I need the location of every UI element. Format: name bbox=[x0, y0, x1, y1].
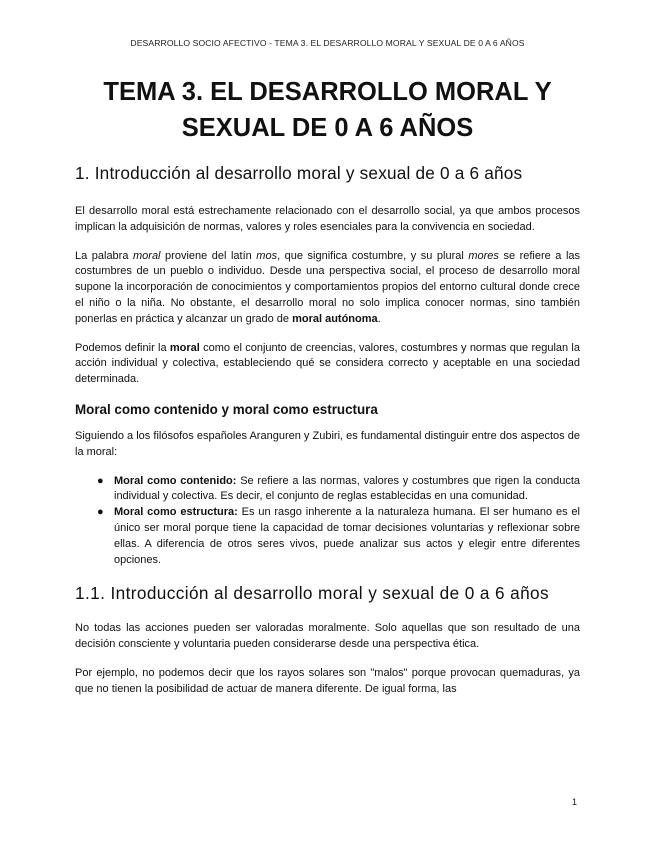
subheading-contenido-estructura: Moral como contenido y moral como estructura bbox=[75, 401, 378, 417]
paragraph-ejemplo: Por ejemplo, no podemos decir que los rayos solares son "malos" porque provocan quemaduras, ya que no tienen la posibilidad de actuar de manera diferente. De igual forma, las bbox=[75, 666, 580, 695]
paragraph-aranguren-zubiri: Siguiendo a los filósofos españoles Aranguren y Zubiri, es fundamental distinguir entre dos aspectos de la moral: bbox=[75, 429, 580, 458]
section-1-1-heading: 1.1. Introducción al desarrollo moral y sexual de 0 a 6 años bbox=[75, 583, 549, 604]
title-line-1: TEMA 3. EL DESARROLLO MORAL Y bbox=[103, 78, 552, 106]
list-item bbox=[97, 505, 580, 568]
italic-term-mores: mores bbox=[468, 249, 499, 262]
section-1-heading: 1. Introducción al desarrollo moral y sexual de 0 a 6 años bbox=[75, 163, 523, 183]
title-line-2: SEXUAL DE 0 A 6 AÑOS bbox=[181, 114, 474, 142]
italic-term-mos: mos bbox=[256, 249, 278, 262]
document-body bbox=[75, 161, 580, 711]
bullet-list bbox=[75, 474, 580, 569]
bullet-term: Moral como contenido: bbox=[114, 474, 237, 487]
text-run: Podemos definir la bbox=[75, 341, 170, 354]
document-title bbox=[60, 74, 595, 146]
text-run: , que significa costumbre, y su plural bbox=[277, 249, 469, 262]
bullet-icon: ● bbox=[97, 506, 104, 519]
paragraph-etymology bbox=[75, 249, 580, 328]
list-item bbox=[97, 474, 580, 506]
bullet-icon: ● bbox=[97, 474, 104, 487]
italic-term-moral: moral bbox=[133, 249, 161, 262]
running-header: DESARROLLO SOCIO AFECTIVO - TEMA 3. EL DESARROLLO MORAL Y SEXUAL DE 0 A 6 AÑOS bbox=[130, 38, 525, 48]
bullet-text: Es un rasgo inherente a la naturaleza humana. El ser humano es el único ser moral porque tiene la capacidad de tomar decisiones voluntarias y reflexionar sobre ellas. A diferencia de otros seres vivos, puede analizar sus actos y elegir entre diferentes opciones. bbox=[114, 506, 580, 566]
text-run: . bbox=[377, 312, 381, 325]
paragraph-acciones: No todas las acciones pueden ser valoradas moralmente. Solo aquellas que son resultado de una decisión consciente y voluntaria pueden considerarse desde una perspectiva ética. bbox=[75, 622, 580, 651]
bullet-term: Moral como estructura: bbox=[114, 506, 238, 519]
page-number: 1 bbox=[572, 797, 578, 807]
bold-term-moral: moral bbox=[169, 341, 200, 354]
paragraph-intro: El desarrollo moral está estrechamente relacionado con el desarrollo social, ya que ambos procesos implican la adquisición de normas, valores y roles esenciales para la convivencia en sociedad. bbox=[75, 205, 580, 233]
text-run: como el conjunto de creencias, valores, costumbres y normas que regulan la acción individual y colectiva, estableciendo qué se considera correcto y aceptable en una sociedad determinada. bbox=[75, 341, 580, 386]
text-run: La palabra bbox=[75, 249, 133, 262]
bold-term-moral-autonoma: moral autónoma bbox=[292, 312, 378, 325]
paragraph-definition bbox=[75, 341, 580, 388]
bullet-text: Se refiere a las normas, valores y costumbres que rigen la conducta individual y colectiva. Es decir, el conjunto de reglas establecidas en una comunidad. bbox=[114, 474, 580, 503]
text-run: se refiere a las costumbres de un pueblo o individuo. Desde una perspectiva social, el proceso de desarrollo moral supone la incorporación de conocimientos y comportamientos propios del entorno cultural donde crece el niño o la niña. No obstante, el desarrollo moral no solo implica conocer normas, sino también ponerlas en práctica y alcanzar un grado de bbox=[75, 249, 581, 325]
text-run: proviene del latín bbox=[160, 249, 257, 262]
